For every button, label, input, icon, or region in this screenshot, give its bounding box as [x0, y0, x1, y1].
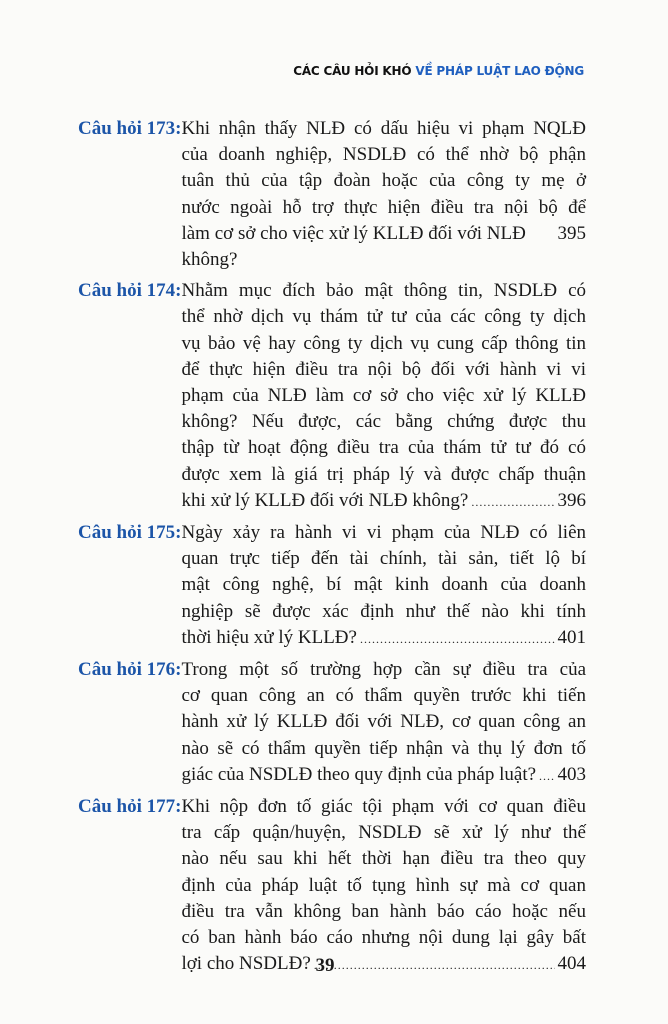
text-line: phạm của NLĐ làm cơ sở cho việc xử lý KLLĐ — [181, 385, 586, 407]
text-line: quan trực tiếp đến tài chính, tài sản, tiết lộ bí — [181, 548, 586, 570]
text-line-last — [181, 762, 586, 789]
dot-leader — [471, 489, 554, 515]
question-text — [181, 657, 586, 789]
question-label: Câu hỏi 176: — [78, 659, 182, 681]
dot-leader — [539, 763, 554, 789]
text-line: không? Nếu được, các bằng chứng được thu — [181, 411, 586, 433]
question-label: Câu hỏi 175: — [78, 522, 182, 544]
header-part2: VỀ PHÁP LUẬT LAO ĐỘNG — [415, 64, 584, 78]
text-line: khi xử lý KLLĐ đối với NLĐ không? — [181, 489, 469, 511]
text-line-last — [181, 625, 586, 652]
page-reference: 404 — [557, 953, 586, 975]
page-reference: 403 — [557, 763, 586, 785]
toc-entry[interactable] — [78, 116, 586, 273]
text-line: làm cơ sở cho việc xử lý KLLĐ đối với NLĐ không? — [181, 222, 526, 271]
running-header — [293, 64, 584, 78]
text-line: điều tra vẫn không ban hành báo cáo hoặc nếu — [181, 900, 586, 922]
toc-entry[interactable] — [78, 794, 586, 978]
page-reference: 396 — [557, 489, 586, 511]
text-line: nước ngoài hỗ trợ thực hiện điều tra nội bộ để — [181, 196, 586, 218]
table-of-contents — [78, 116, 586, 984]
text-line-last — [181, 488, 586, 515]
text-line: Khi nộp đơn tố giác tội phạm với cơ quan điều — [181, 796, 586, 818]
text-line: Ngày xảy ra hành vi vi phạm của NLĐ có liên — [181, 522, 586, 544]
page-reference: 401 — [557, 626, 586, 648]
page-number: 39 — [315, 955, 335, 976]
text-line: thời hiệu xử lý KLLĐ? — [181, 626, 357, 648]
text-line: được xem là giá trị pháp lý và được chấp thuận — [181, 463, 586, 485]
text-line: cơ quan công an có thẩm quyền trước khi tiến — [181, 685, 586, 707]
question-label: Câu hỏi 174: — [78, 280, 182, 302]
text-line: thể nhờ dịch vụ thám tử tư của các công ty dịch — [181, 306, 586, 328]
text-line: nghiệp sẽ được xác định như thế nào khi tính — [181, 600, 586, 622]
question-text — [181, 520, 586, 652]
text-line: định của pháp luật tố tụng hình sự mà cơ quan — [181, 874, 586, 896]
header-part1: CÁC CÂU HỎI KHÓ — [293, 64, 412, 78]
text-line: tra cấp quận/huyện, NSDLĐ sẽ xử lý như thế — [181, 822, 586, 844]
text-line: mật công nghệ, bí mật kinh doanh của doanh — [181, 574, 586, 596]
question-text — [181, 278, 586, 515]
text-line: Trong một số trường hợp cần sự điều tra của — [181, 659, 586, 681]
text-line: có ban hành báo cáo nhưng nội dung lại gây bất — [181, 927, 586, 949]
text-line: tuân thủ của tập đoàn hoặc của công ty mẹ ở — [181, 170, 586, 192]
text-line: hành xử lý KLLĐ đối với NLĐ, cơ quan công an — [181, 711, 586, 733]
text-line: để thực hiện điều tra nội bộ đối với hành vi vi — [181, 358, 586, 380]
toc-entry[interactable] — [78, 278, 586, 515]
question-text — [181, 794, 586, 978]
text-line-last — [181, 221, 586, 273]
text-line: Khi nhận thấy NLĐ có dấu hiệu vi phạm NQLĐ — [181, 118, 586, 139]
text-line: của doanh nghiệp, NSDLĐ có thể nhờ bộ phận — [181, 144, 586, 166]
text-line: vụ bảo vệ hay công ty dịch vụ cung cấp thông tin — [181, 332, 586, 354]
question-text — [181, 116, 586, 273]
dot-leader — [360, 626, 555, 652]
question-label: Câu hỏi 173: — [78, 118, 182, 139]
text-line: nào sẽ có thẩm quyền tiếp nhận và thụ lý đơn tố — [181, 737, 586, 759]
question-label: Câu hỏi 177: — [78, 796, 182, 818]
page-reference: 395 — [557, 222, 586, 244]
text-line: lợi cho NSDLĐ? — [181, 953, 311, 975]
text-line: giác của NSDLĐ theo quy định của pháp luật? — [181, 763, 537, 785]
text-line: thập từ hoạt động điều tra của thám tử tư đó có — [181, 437, 586, 459]
toc-entry[interactable] — [78, 520, 586, 652]
text-line: nào nếu sau khi hết thời hạn điều tra theo quy — [181, 848, 586, 870]
toc-entry[interactable] — [78, 657, 586, 789]
text-line: Nhằm mục đích bảo mật thông tin, NSDLĐ có — [181, 280, 586, 302]
